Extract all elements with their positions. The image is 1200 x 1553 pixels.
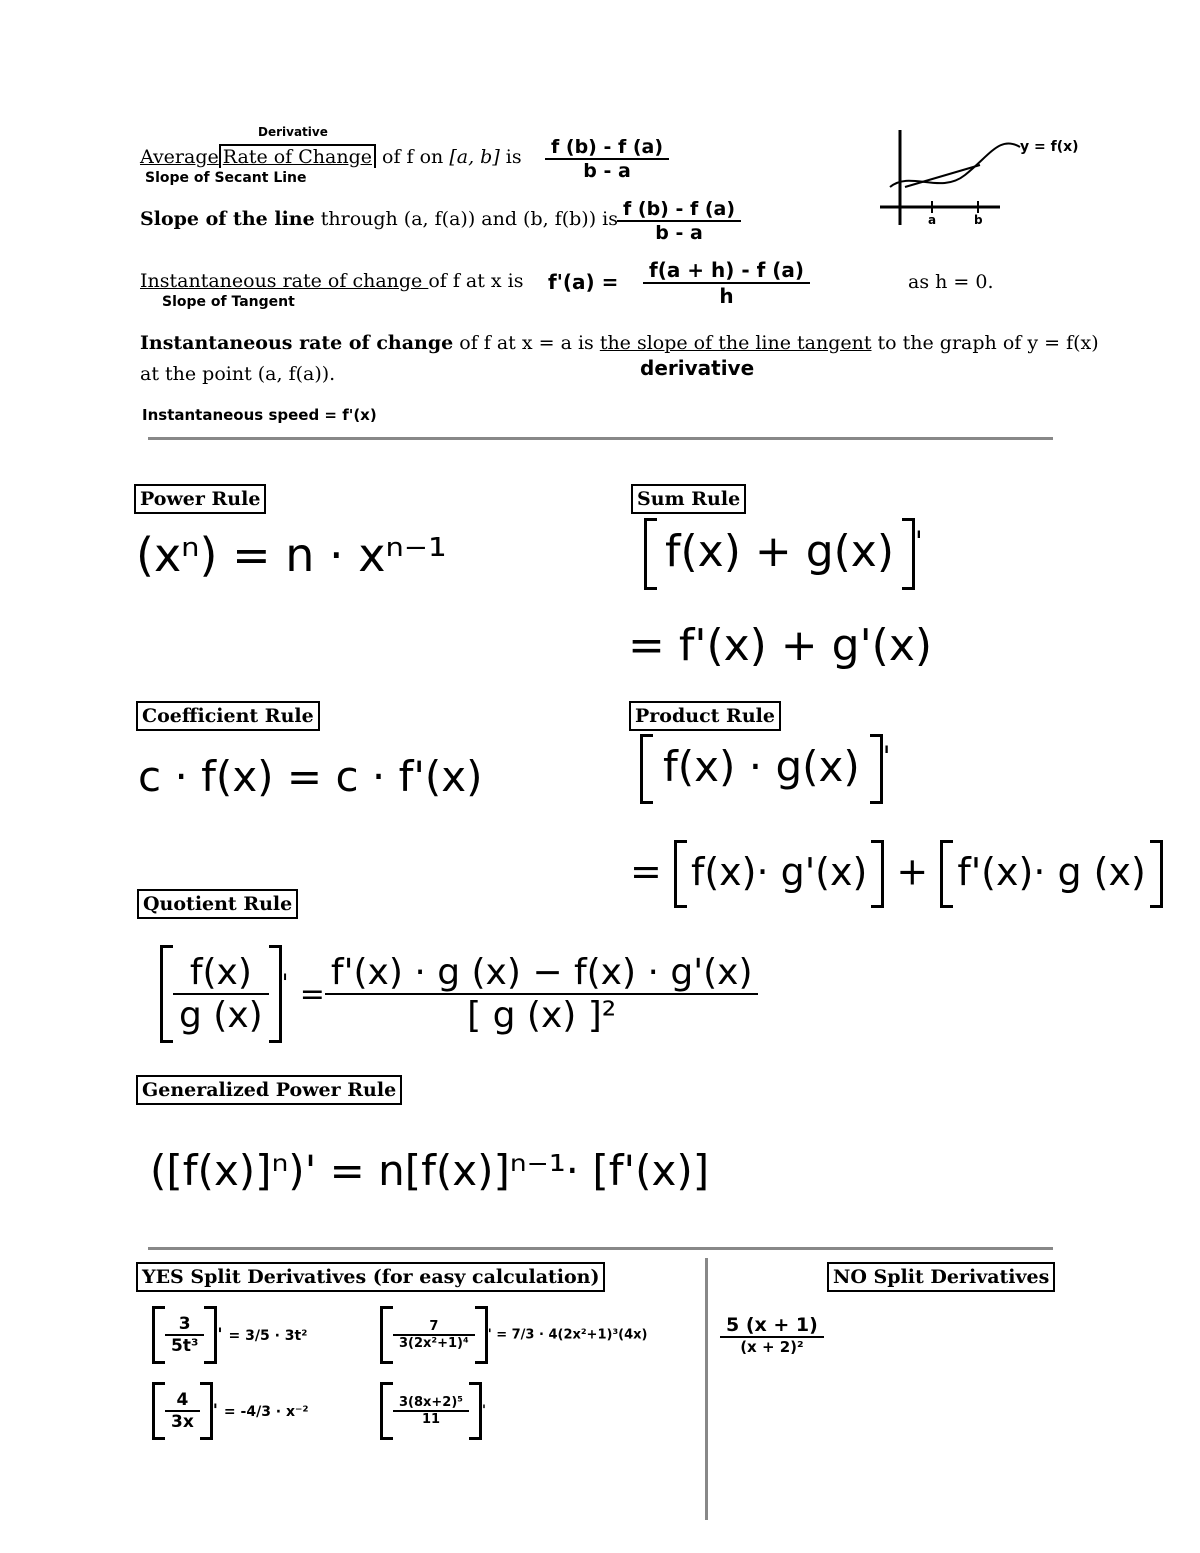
- ex2-den: 3(2x²+1)⁴: [399, 1336, 469, 1351]
- example-1: $\frac{3}{\text{5t³}}$ ' = 3/5 · 3t²: [152, 1306, 307, 1364]
- slope-denominator: b - a: [655, 222, 703, 244]
- inst-label: Instantaneous rate of change: [140, 270, 429, 292]
- instantaneous-speed: Instantaneous speed = f'(x): [142, 406, 377, 424]
- product-bracket-left: [640, 734, 653, 804]
- ex1-bracket-left: [152, 1306, 165, 1364]
- avg-label: Average: [140, 146, 219, 168]
- inst2-mid: of f at x = a is: [453, 332, 600, 354]
- no-split-num: 5 (x + 1): [720, 1314, 824, 1338]
- ex3-rhs: = -4/3 · x⁻²: [223, 1404, 309, 1420]
- sum-rule-line2: = f'(x) + g'(x): [628, 620, 933, 671]
- product-bracket-3-right: [1150, 840, 1163, 908]
- of-f-on: of f on: [376, 146, 450, 168]
- inst-numerator: f(a + h) - f (a): [643, 258, 810, 284]
- product-bracket-2-right: [871, 840, 884, 908]
- slope-numerator: f (b) - f (a): [617, 198, 741, 222]
- as-h: as h = 0.: [908, 271, 994, 293]
- ex4-fraction: [393, 1395, 469, 1427]
- no-split-den: (x + 2)²: [740, 1338, 804, 1356]
- inst-lhs: f'(a) =: [548, 270, 619, 294]
- divider-top: [148, 437, 1053, 440]
- ex2-num: 7: [393, 1319, 475, 1336]
- rate-of-change-label: Rate of Change: [219, 144, 376, 168]
- ex4-den: 11: [421, 1412, 441, 1427]
- ex1-rhs: = 3/5 · 3t²: [228, 1328, 308, 1344]
- power-rule-formula: (xⁿ) = n · xⁿ⁻¹: [136, 528, 447, 582]
- sum-bracket-right: [902, 518, 915, 590]
- ex3-bracket-left: [152, 1382, 165, 1440]
- ex4-bracket-right: [469, 1382, 482, 1440]
- ex4-num: 3(8x+2)⁵: [393, 1395, 469, 1412]
- sum-rule-title: Sum Rule: [631, 484, 746, 514]
- product-rule-line2: = f(x)· g'(x) + f'(x)· g (x): [630, 840, 1163, 908]
- product-bracket-2-left: [674, 840, 687, 908]
- secant-note: Slope of Secant Line: [145, 170, 307, 186]
- product-rule-title: Product Rule: [629, 701, 781, 731]
- tangent-note: Slope of Tangent: [162, 294, 295, 310]
- divider-bottom: [148, 1247, 1053, 1250]
- no-split-title: NO Split Derivatives: [827, 1262, 1055, 1292]
- product-bracket-3-left: [940, 840, 953, 908]
- example-3: $\frac{4}{3x}$ ' = -4/3 · x⁻²: [152, 1382, 309, 1440]
- derivative-word: derivative: [640, 356, 755, 380]
- coefficient-rule-title: Coefficient Rule: [136, 701, 320, 731]
- ex2-bracket-right: [475, 1306, 488, 1364]
- ex4-bracket-left: [380, 1382, 393, 1440]
- inst2-line2: at the point (a, f(a)).: [140, 363, 336, 385]
- sum-rule-line1: f(x) + g(x) ': [644, 518, 923, 590]
- no-split-example: [720, 1314, 824, 1356]
- ex3-num: 4: [165, 1390, 200, 1412]
- product-term-2: f'(x)· g (x): [957, 849, 1146, 894]
- quotient-lhs-den: g (x): [179, 995, 263, 1036]
- quotient-lhs-fraction: [173, 952, 269, 1036]
- ex3-den: 3x: [171, 1412, 194, 1432]
- quotient-bracket-right: [269, 945, 282, 1043]
- slope-fraction: [617, 198, 741, 244]
- inst2-bold: Instantaneous rate of change: [140, 332, 454, 354]
- avg-fraction: [545, 136, 669, 182]
- quotient-rhs-fraction: [325, 952, 759, 1036]
- generalized-power-rule-title: Generalized Power Rule: [136, 1075, 402, 1105]
- slope-rest: through (a, f(a)) and (b, f(b)) is: [314, 208, 618, 230]
- graph-label: y = f(x): [1020, 139, 1079, 155]
- ex3-bracket-right: [200, 1382, 213, 1440]
- ex1-bracket-right: [204, 1306, 217, 1364]
- ex2-fraction: [393, 1319, 475, 1351]
- quotient-bracket-left: [160, 945, 173, 1043]
- inst2-underlined: the slope of the line tangent: [599, 332, 872, 354]
- ex1-fraction: [165, 1314, 204, 1356]
- slope-bold: Slope of the line: [140, 208, 315, 230]
- product-rule-expression: f(x) · g(x): [663, 741, 860, 791]
- graph-a-label: a: [928, 213, 937, 227]
- quotient-rule-title: Quotient Rule: [137, 889, 298, 919]
- is-text: is: [499, 146, 522, 168]
- power-rule-title: Power Rule: [134, 484, 266, 514]
- sum-rule-expression: f(x) + g(x): [665, 526, 895, 577]
- yes-split-title: YES Split Derivatives (for easy calculation): [136, 1262, 605, 1292]
- inst-denominator: h: [719, 284, 734, 308]
- quotient-rhs-den: [ g (x) ]²: [467, 995, 617, 1036]
- example-2: $\frac{7}{\text{3(2x²+1)⁴}}$ ' = 7/3 · 4(2x²+1)³(4x): [380, 1306, 647, 1364]
- quotient-rhs-num: f'(x) · g (x) − f(x) · g'(x): [325, 952, 759, 995]
- interval: [a, b]: [449, 146, 500, 168]
- avg-rate-line: [140, 146, 522, 168]
- ex2-rhs: = 7/3 · 4(2x²+1)³(4x): [496, 1327, 648, 1343]
- ex1-den: 5t³: [171, 1336, 199, 1356]
- ex2-bracket-left: [380, 1306, 393, 1364]
- product-term-1: f(x)· g'(x): [690, 849, 868, 894]
- ex3-fraction: [165, 1390, 200, 1432]
- slope-line: [140, 208, 618, 230]
- inst-line: [140, 270, 524, 292]
- avg-denominator: b - a: [583, 160, 631, 182]
- inst-rest: of f at x is: [428, 270, 524, 292]
- avg-numerator: f (b) - f (a): [545, 136, 669, 160]
- graph-b-label: b: [974, 213, 983, 227]
- generalized-power-rule-formula: ([f(x)]ⁿ)' = n[f(x)]ⁿ⁻¹· [f'(x)]: [150, 1146, 710, 1195]
- inst-fraction: [643, 258, 810, 308]
- ex1-num: 3: [165, 1314, 204, 1336]
- quotient-lhs-num: f(x): [173, 952, 269, 995]
- product-rule-line1: f(x) · g(x) ': [640, 734, 890, 804]
- coefficient-rule-formula: c · f(x) = c · f'(x): [138, 752, 483, 801]
- derivative-note: Derivative: [258, 125, 328, 139]
- sum-bracket-left: [644, 518, 657, 590]
- quotient-rule-formula: $\frac{f(x)}{g (x)}$ ' = $\frac{f'(x) \cdot g (x) - f(x) \cdot g'(x)}{\text{[ g (x) ]²}}$: [160, 945, 758, 1043]
- inst2-line: [140, 332, 1099, 354]
- product-bracket-right: [870, 734, 883, 804]
- example-4: $\frac{\text{3(8x+2)⁵}}{11}$ ': [380, 1382, 486, 1440]
- inst2-end: to the graph of y = f(x): [871, 332, 1099, 354]
- divider-vertical: [705, 1258, 708, 1520]
